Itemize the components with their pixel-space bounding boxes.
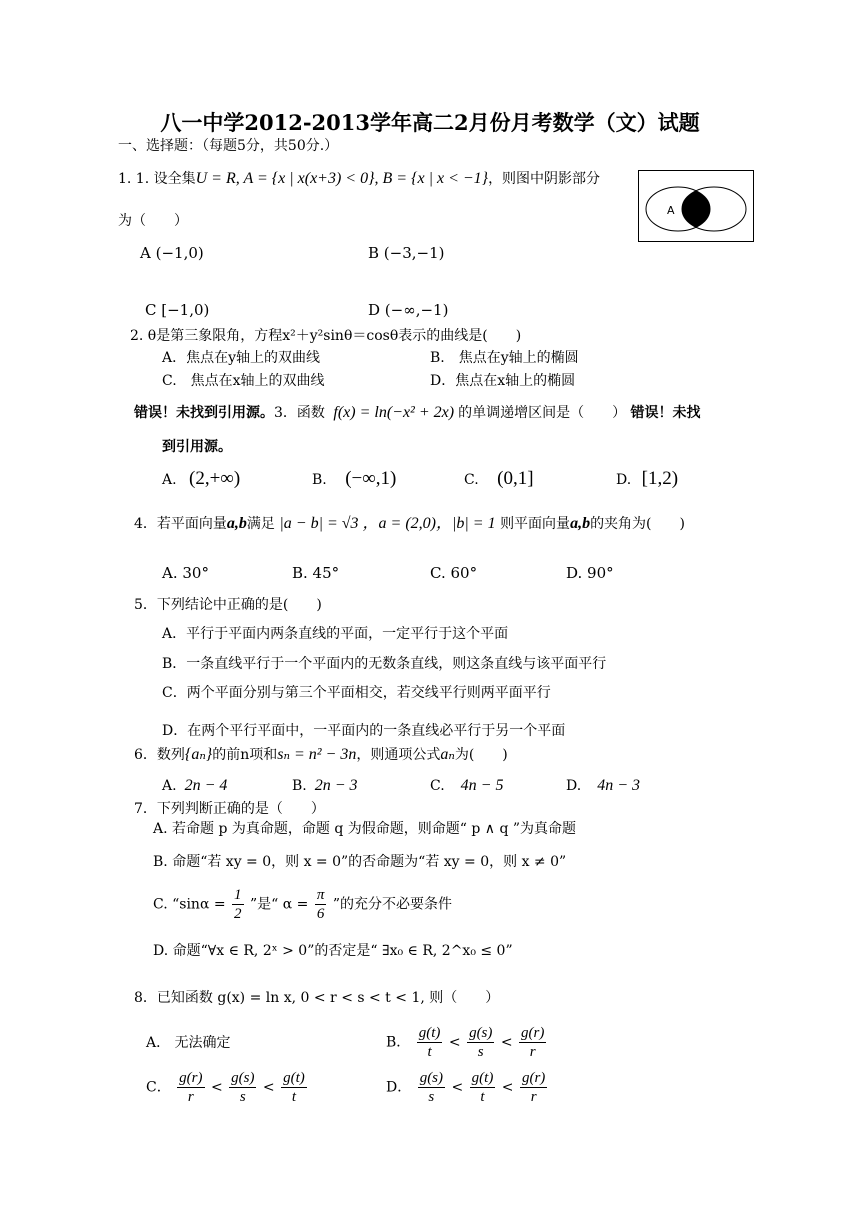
q8-option-a: A． 无法确定	[146, 1035, 231, 1051]
q8-b-frac-1-num: g(t)	[418, 1025, 441, 1041]
q6-stem-d: 为( )	[454, 747, 508, 763]
q4-option-b: B. 45°	[292, 564, 340, 582]
q4-stem-b: 满足	[246, 516, 275, 532]
q2-option-d: D．焦点在x轴上的椭圆	[430, 373, 576, 389]
q7-option-b: B. 命题“若 xy = 0，则 x = 0”的否命题为“若 xy = 0，则 x ≠ 0”	[153, 854, 567, 870]
q8-d-lt-2: <	[501, 1079, 514, 1096]
q4-vectors: a,b	[226, 515, 247, 532]
q2-stem: 2. θ是第三象限角，方程x²＋y²sinθ＝cosθ表示的曲线是( )	[130, 328, 522, 344]
q3-stem-a: 3．函数	[274, 405, 325, 421]
q1-stem-line2: 为（ ）	[118, 213, 188, 229]
q5-stem: 5．下列结论中正确的是( )	[134, 597, 322, 613]
venn-label-a: A	[667, 204, 675, 217]
q7-fraction-half	[232, 886, 244, 923]
q6-option-c-label: C.	[430, 778, 445, 794]
q6-option-b-value: 2n − 3	[314, 777, 358, 794]
q3-option-a-value: (2,+∞)	[189, 468, 241, 489]
q4-option-c: C. 60°	[430, 564, 478, 582]
q8-c-lt-2: <	[262, 1079, 275, 1096]
q8-c-frac-1-den: r	[187, 1089, 194, 1105]
q7-fraction-half-den: 2	[234, 906, 242, 922]
q8-c-frac-3-den: t	[291, 1089, 297, 1105]
q8-b-frac-3	[519, 1024, 546, 1061]
q5-option-b: B．一条直线平行于一个平面内的无数条直线，则这条直线与该平面平行	[162, 656, 607, 672]
q6-option-c	[430, 777, 503, 795]
q8-c-frac-2	[229, 1069, 256, 1106]
q6-option-d-value: 4n − 3	[597, 777, 640, 794]
q8-option-c-label: C．	[146, 1079, 171, 1096]
q1-stem-prefix: 1. 1. 设全集	[118, 171, 196, 187]
q8-d-frac-2-den: t	[480, 1089, 485, 1105]
q8-b-frac-1	[417, 1024, 443, 1061]
q7-option-d: D. 命题“∀x ∈ R, 2ˣ > 0”的否定是“ ∃x₀ ∈ R, 2^x₀ ≤ 0”	[153, 943, 513, 959]
q6-general-term: aₙ	[440, 746, 455, 763]
q3-option-c	[464, 470, 534, 489]
q5-option-a: A．平行于平面内两条直线的平面，一定平行于这个平面	[162, 626, 509, 642]
q6-stem	[134, 746, 508, 764]
q6-option-b	[292, 777, 358, 795]
q8-d-frac-2-num: g(t)	[471, 1070, 494, 1086]
q6-sum-formula: sₙ = n² − 3n	[277, 746, 357, 763]
q3-error-2: 错误！未找	[630, 405, 701, 421]
q3-stem	[134, 404, 701, 422]
q8-c-frac-2-num: g(s)	[231, 1070, 255, 1086]
q6-sequence: {aₙ}	[184, 746, 213, 763]
q8-d-frac-1	[418, 1069, 445, 1106]
q8-b-frac-3-num: g(r)	[521, 1025, 545, 1041]
q8-d-frac-1-num: g(s)	[419, 1070, 444, 1086]
q7-option-a: A. 若命题 p 为真命题，命题 q 为假命题，则命题“ p ∧ q ”为真命题	[153, 821, 577, 837]
q1-stem-suffix: ，则图中阴影部分	[488, 171, 601, 187]
q2-option-b: B. 焦点在y轴上的椭圆	[430, 350, 579, 366]
venn-label-b: B	[713, 204, 721, 217]
q8-b-lt-1: <	[448, 1034, 461, 1051]
q1-option-b: B (−3,−1)	[368, 244, 445, 262]
q1-option-d: D (−∞,−1)	[368, 301, 449, 319]
q8-stem: 8．已知函数 g(x) = ln x, 0 < r < s < t < 1, 则（ ）	[134, 990, 500, 1006]
q7-fraction-half-num: 1	[234, 887, 242, 903]
q8-b-lt-2: <	[500, 1034, 513, 1051]
q7-option-c-c: ”的充分不必要条件	[332, 896, 452, 913]
q3-option-b-value: (−∞,1)	[345, 468, 397, 489]
q6-stem-b: 的前n项和	[212, 747, 278, 763]
q3-error-3: 到引用源。	[162, 439, 232, 455]
q8-option-d	[386, 1069, 549, 1106]
q7-option-c-b: ”是“ α =	[250, 896, 309, 913]
q4-option-a: A. 30°	[162, 564, 209, 582]
q3-option-d-value: [1,2)	[641, 468, 679, 489]
q8-option-b-label: B．	[386, 1034, 411, 1051]
q6-option-c-value: 4n − 5	[460, 777, 504, 794]
q8-d-frac-3-den: r	[530, 1089, 537, 1105]
q5-option-c: C．两个平面分别与第三个平面相交，若交线平行则两平面平行	[162, 685, 551, 701]
q7-option-c-a: C. “sinα =	[153, 896, 226, 913]
q6-option-a	[162, 777, 227, 795]
q8-option-b	[386, 1024, 548, 1061]
q2-option-c: C. 焦点在x轴上的双曲线	[162, 373, 325, 389]
q8-b-frac-3-den: r	[529, 1044, 536, 1060]
q1-option-a: A (−1,0)	[140, 244, 204, 262]
q3-option-b	[312, 470, 396, 489]
q8-c-lt-1: <	[210, 1079, 223, 1096]
q1-option-c: C [−1,0)	[145, 301, 210, 319]
q3-option-d	[616, 470, 678, 489]
q3-option-c-label: C.	[464, 472, 479, 488]
q4-stem-c: 则平面向量	[500, 516, 571, 532]
q3-stem-b: 的单调递增区间是（ ）	[458, 405, 627, 421]
q8-b-frac-2-num: g(s)	[469, 1025, 493, 1041]
q2-option-a: A．焦点在y轴上的双曲线	[162, 350, 321, 366]
q7-fraction-pi-den: 6	[316, 906, 325, 922]
venn-diagram	[638, 170, 754, 242]
q3-function: f(x) = ln(−x² + 2x)	[333, 404, 455, 421]
q4-stem-a: 4．若平面向量	[134, 516, 227, 532]
q8-c-frac-1	[177, 1069, 204, 1106]
q6-stem-c: ，则通项公式	[356, 747, 441, 763]
q7-stem: 7．下列判断正确的是（ ）	[134, 801, 325, 817]
q1-stem-math: U = R, A = {x | x(x+3) < 0}, B = {x | x < −1}	[195, 170, 489, 187]
q8-option-d-label: D．	[386, 1079, 412, 1096]
q4-vectors-2: a,b	[570, 515, 591, 532]
q8-option-c	[146, 1069, 309, 1106]
q6-option-a-label: A.	[162, 778, 177, 794]
q8-c-frac-2-den: s	[239, 1089, 246, 1105]
q8-d-lt-1: <	[451, 1079, 464, 1096]
q8-b-frac-2	[467, 1024, 494, 1061]
q6-option-d	[566, 777, 640, 795]
section-heading: 一、选择题：（每题5分，共50分.）	[118, 138, 339, 154]
q8-d-frac-1-den: s	[428, 1089, 435, 1105]
q8-c-frac-3	[281, 1069, 307, 1106]
q6-stem-a: 6．数列	[134, 747, 185, 763]
q4-condition: |a − b| = √3 ，a = (2,0)，|b| = 1	[279, 515, 496, 532]
q7-fraction-pi	[315, 886, 327, 923]
q8-b-frac-2-den: s	[477, 1044, 484, 1060]
q4-option-d: D. 90°	[566, 564, 614, 582]
q6-option-a-value: 2n − 4	[184, 777, 228, 794]
q4-stem	[134, 515, 685, 533]
page-title: 八一中学2012-2013学年高二2月份月考数学（文）试题	[160, 110, 700, 135]
q8-b-frac-1-den: t	[427, 1044, 432, 1060]
q8-d-frac-2	[470, 1069, 496, 1106]
q8-c-frac-1-num: g(r)	[179, 1070, 203, 1086]
q3-option-d-label: D.	[616, 472, 632, 488]
q6-option-b-label: B.	[292, 778, 307, 794]
q7-option-c	[153, 886, 452, 923]
q1-stem	[118, 170, 600, 188]
q3-option-c-value: (0,1]	[497, 468, 534, 489]
q6-option-d-label: D.	[566, 778, 582, 794]
q5-option-d: D．在两个平行平面中，一平面内的一条直线必平行于另一个平面	[162, 723, 566, 739]
q7-fraction-pi-num: π	[316, 887, 325, 903]
q3-option-a	[162, 470, 240, 489]
q4-stem-d: 的夹角为( )	[590, 516, 685, 532]
q3-option-a-label: A.	[162, 472, 177, 488]
q3-error-1: 错误！未找到引用源。	[134, 405, 274, 421]
q8-d-frac-3-num: g(r)	[521, 1070, 546, 1086]
q8-c-frac-3-num: g(t)	[283, 1070, 305, 1086]
q3-option-b-label: B.	[312, 472, 327, 488]
q8-d-frac-3	[520, 1069, 547, 1106]
